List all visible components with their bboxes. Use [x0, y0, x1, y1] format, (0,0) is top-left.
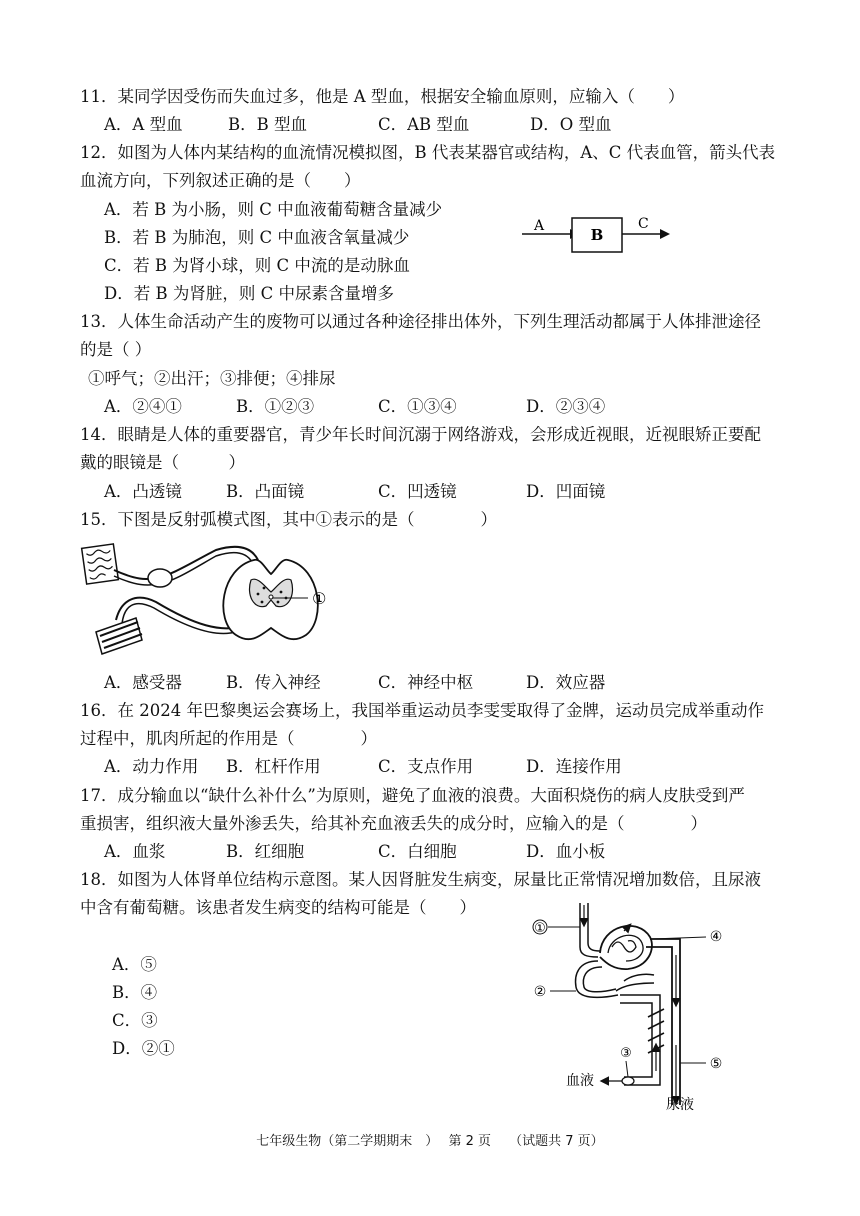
- q14-option-b: B．凸面镜: [226, 482, 305, 501]
- q17-option-d: D．血小板: [526, 842, 606, 861]
- nephron-marker-3: ③: [620, 1046, 632, 1061]
- q16-option-a: A．动力作用: [104, 757, 199, 776]
- nephron-label-blood: 血液: [566, 1073, 594, 1089]
- spinal-cord-section: [223, 560, 318, 639]
- q11-option-b: B．B 型血: [228, 115, 307, 134]
- q14-option-a: A．凸透镜: [104, 482, 182, 501]
- q13-option-a: A．②④①: [104, 397, 182, 416]
- q15-option-b: B．传入神经: [226, 673, 321, 692]
- q14-stem-line2: 戴的眼镜是（ ）: [80, 453, 245, 472]
- q13-stem-line1: 13．人体生命活动产生的废物可以通过各种途径排出体外，下列生理活动都属于人体排泄途径: [80, 312, 761, 331]
- reflex-marker-1: ①: [312, 589, 327, 608]
- q13-items: ①呼气；②出汗；③排便；④排尿: [88, 369, 336, 388]
- q15-option-d: D．效应器: [526, 673, 606, 692]
- q12-label-c: C: [638, 216, 649, 232]
- nephron-marker-4: ④: [709, 929, 723, 945]
- q16-option-d: D．连接作用: [526, 757, 622, 776]
- q12-blood-flow-diagram: [520, 210, 680, 260]
- nephron-marker-5: ⑤: [709, 1056, 723, 1072]
- q16-option-c: C．支点作用: [378, 757, 474, 776]
- receptor-block: [82, 544, 119, 584]
- q11-option-d: D．O 型血: [530, 115, 612, 134]
- q12-label-a: A: [534, 218, 545, 234]
- nephron-marker-1: ①: [534, 921, 546, 936]
- footer-total-pages: （试题共 7 页）: [509, 1134, 604, 1149]
- footer-course: 七年级生物（第二学期期末 ）: [256, 1134, 439, 1149]
- q12-stem-line2: 血流方向，下列叙述正确的是（ ）: [80, 171, 361, 190]
- q11-option-c: C．AB 型血: [378, 115, 470, 134]
- q15-stem: 15．下图是反射弧模式图，其中①表示的是（ ）: [80, 510, 497, 529]
- footer-page-number: 第 2 页: [448, 1134, 491, 1149]
- q18-stem-line2: 中含有葡萄糖。该患者发生病变的结构可能是（ ）: [80, 898, 476, 917]
- q14-option-d: D．凹面镜: [526, 482, 606, 501]
- q18-option-a: A．⑤: [112, 955, 157, 974]
- nephron-label-urine: 尿液: [666, 1097, 694, 1113]
- q16-option-b: B．杠杆作用: [226, 757, 321, 776]
- q18-option-d: D．②①: [112, 1039, 175, 1058]
- q12-option-a: A．若 B 为小肠，则 C 中血液葡萄糖含量减少: [104, 200, 443, 219]
- effector-block: [96, 618, 142, 654]
- q18-option-b: B．④: [112, 983, 158, 1002]
- q13-option-c: C．①③④: [378, 397, 457, 416]
- q14-stem-line1: 14．眼睛是人体的重要器官，青少年长时间沉溺于网络游戏，会形成近视眼，近视眼矫正要配: [80, 425, 761, 444]
- nephron-marker-2: ②: [533, 984, 547, 1000]
- q17-stem-line2: 重损害，组织液大量外渗丢失，给其补充血液丢失的成分时，应输入的是（ ）: [80, 814, 707, 833]
- q15-option-a: A．感受器: [104, 673, 182, 692]
- q17-option-b: B．红细胞: [226, 842, 305, 861]
- q17-stem-line1: 17．成分输血以“缺什么补什么”为原则，避免了血液的浪费。大面积烧伤的病人皮肤受到严: [80, 786, 745, 805]
- q12-option-c: C．若 B 为肾小球，则 C 中流的是动脉血: [104, 256, 410, 275]
- q11-stem: 11．某同学因受伤而失血过多，他是 A 型血，根据安全输血原则，应输入（ ）: [80, 87, 685, 106]
- q12-option-b: B．若 B 为肺泡，则 C 中血液含氧量减少: [104, 228, 410, 247]
- reflex-arc-diagram: [76, 540, 346, 665]
- page-footer: [0, 1130, 860, 1149]
- q12-option-d: D．若 B 为肾脏，则 C 中尿素含量增多: [104, 284, 394, 303]
- q14-option-c: C．凹透镜: [378, 482, 457, 501]
- q15-option-c: C．神经中枢: [378, 673, 474, 692]
- q17-option-c: C．白细胞: [378, 842, 457, 861]
- q17-option-a: A．血浆: [104, 842, 166, 861]
- q11-option-a: A．A 型血: [104, 115, 183, 134]
- q16-stem-line1: 16．在 2024 年巴黎奥运会赛场上，我国举重运动员李雯雯取得了金牌，运动员完成举重动作: [80, 701, 764, 720]
- q18-stem-line1: 18．如图为人体肾单位结构示意图。某人因肾脏发生病变，尿量比正常情况增加数倍，且尿液: [80, 870, 761, 889]
- q13-option-d: D．②③④: [526, 397, 606, 416]
- nephron-diagram: [528, 895, 738, 1115]
- q13-option-b: B．①②③: [236, 397, 315, 416]
- q18-option-c: C．③: [112, 1011, 158, 1030]
- q12-label-b: B: [590, 226, 604, 244]
- q13-stem-line2: 的是（ ）: [80, 340, 152, 359]
- q12-stem-line1: 12．如图为人体内某结构的血流情况模拟图，B 代表某器官或结构，A、C 代表血管，箭头代表: [80, 143, 776, 162]
- q16-stem-line2: 过程中，肌肉所起的作用是（ ）: [80, 729, 377, 748]
